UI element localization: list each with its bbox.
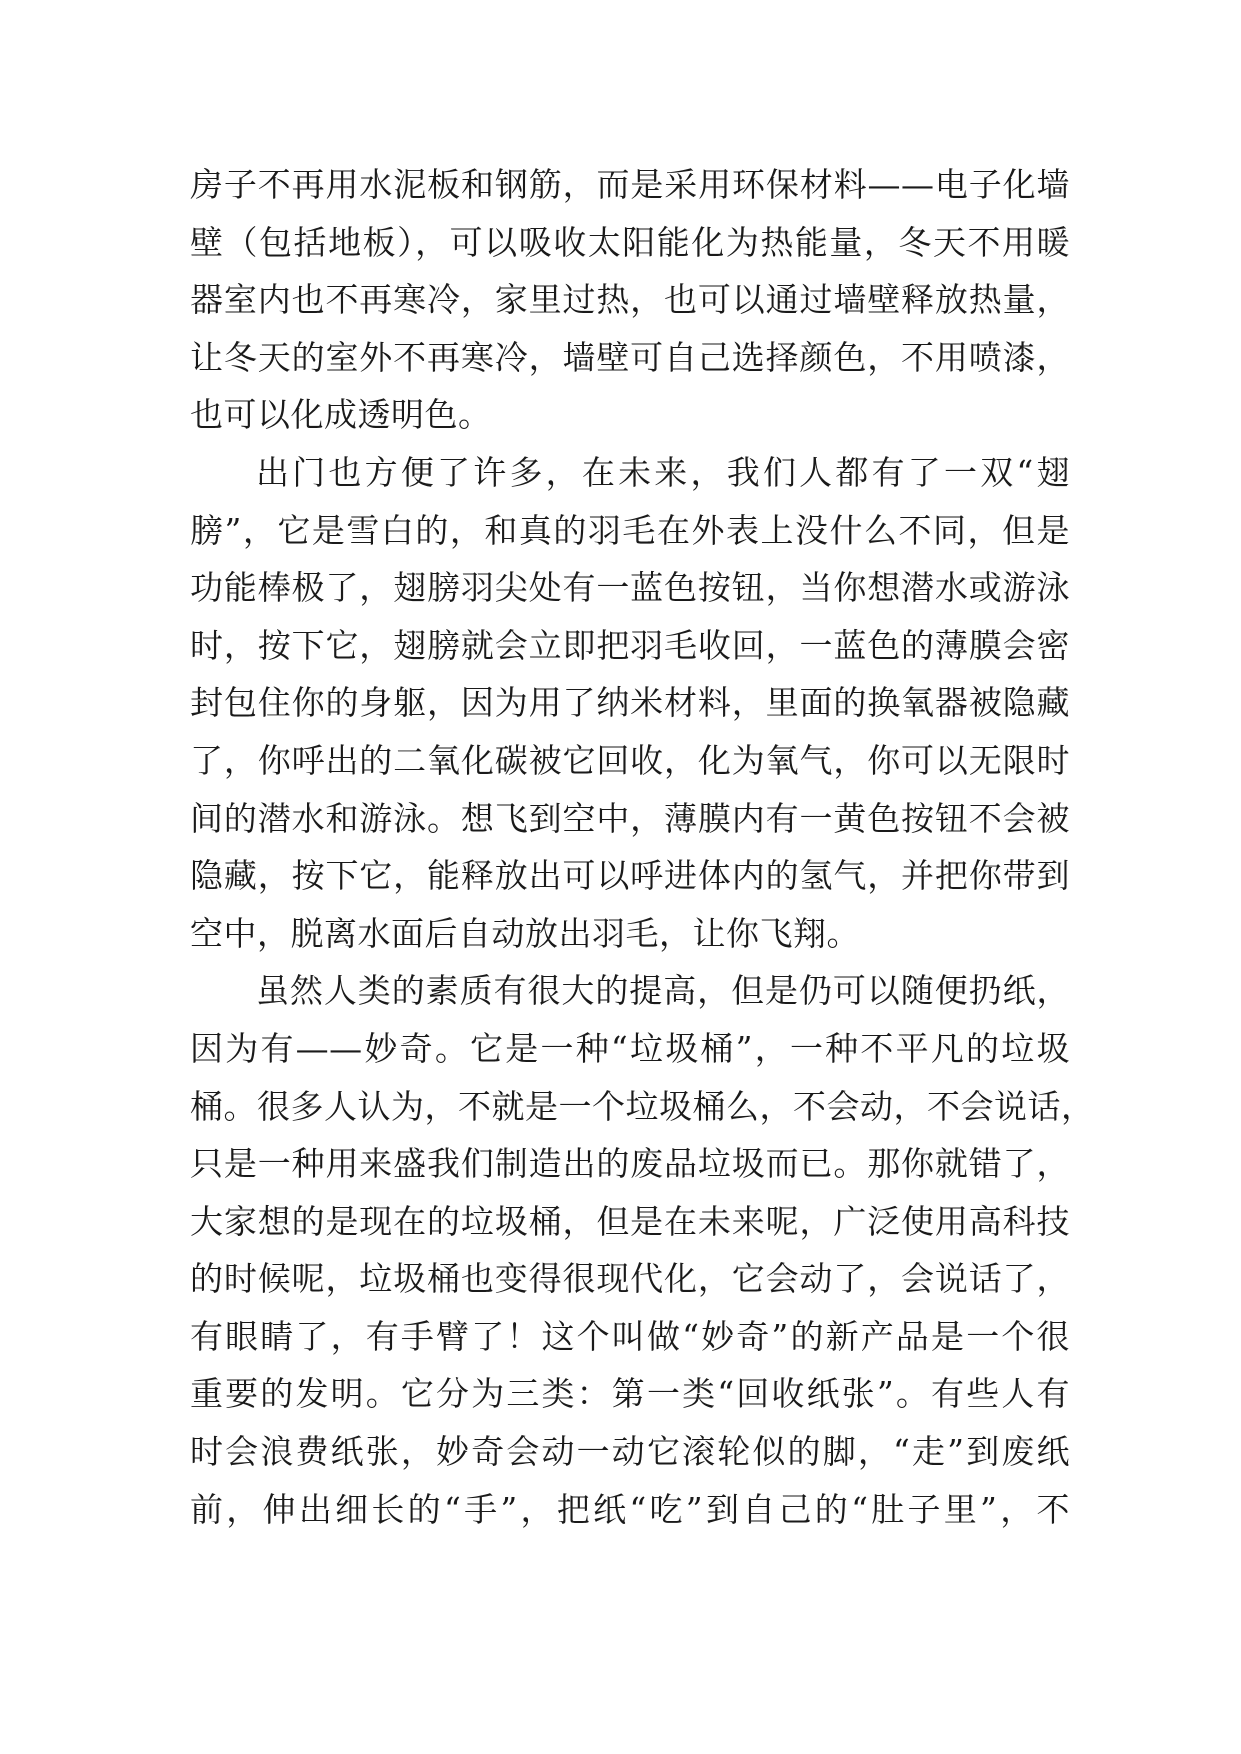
text-line: 前，伸出细长的“手”，把纸“吃”到自己的“肚子里”，不 xyxy=(190,1489,1070,1529)
text-line: 大家想的是现在的垃圾桶，但是在未来呢，广泛使用高科技 xyxy=(190,1201,1070,1241)
text-line: 因为有——妙奇。它是一种“垃圾桶”，一种不平凡的垃圾 xyxy=(190,1028,1070,1068)
text-line: 有眼睛了，有手臂了！这个叫做“妙奇”的新产品是一个很 xyxy=(190,1316,1070,1356)
text-line: 了，你呼出的二氧化碳被它回收，化为氧气，你可以无限时 xyxy=(190,740,1070,780)
text-line: 只是一种用来盛我们制造出的废品垃圾而已。那你就错了， xyxy=(190,1144,1070,1184)
text-line: 虽然人类的素质有很大的提高，但是仍可以随便扔纸， xyxy=(256,971,1070,1011)
text-line: 壁（包括地板），可以吸收太阳能化为热能量，冬天不用暖 xyxy=(190,222,1070,262)
text-line: 也可以化成透明色。 xyxy=(190,395,492,435)
text-line: 功能棒极了，翅膀羽尖处有一蓝色按钮，当你想潜水或游泳 xyxy=(190,568,1070,608)
text-line: 膀”，它是雪白的，和真的羽毛在外表上没什么不同，但是 xyxy=(190,510,1070,550)
text-line: 隐藏，按下它，能释放出可以呼进体内的氢气，并把你带到 xyxy=(190,856,1070,896)
text-line: 出门也方便了许多，在未来，我们人都有了一双“翅 xyxy=(256,452,1070,492)
document-page xyxy=(190,156,1095,1538)
text-line: 间的潜水和游泳。想飞到空中，薄膜内有一黄色按钮不会被 xyxy=(190,798,1070,838)
text-line: 封包住你的身躯，因为用了纳米材料，里面的换氧器被隐藏 xyxy=(190,683,1070,723)
text-line: 空中，脱离水面后自动放出羽毛，让你飞翔。 xyxy=(190,913,860,953)
text-line: 让冬天的室外不再寒冷，墙壁可自己选择颜色，不用喷漆， xyxy=(190,337,1070,377)
text-line: 桶。很多人认为，不就是一个垃圾桶么，不会动，不会说话， xyxy=(190,1086,1095,1126)
text-line: 时，按下它，翅膀就会立即把羽毛收回，一蓝色的薄膜会密 xyxy=(190,625,1070,665)
text-line: 重要的发明。它分为三类：第一类“回收纸张”。有些人有 xyxy=(190,1374,1070,1414)
text-line: 时会浪费纸张，妙奇会动一动它滚轮似的脚，“走”到废纸 xyxy=(190,1432,1070,1472)
text-line: 器室内也不再寒冷，家里过热，也可以通过墙壁释放热量， xyxy=(190,280,1070,320)
text-line: 房子不再用水泥板和钢筋，而是采用环保材料——电子化墙 xyxy=(190,165,1070,204)
text-line: 的时候呢，垃圾桶也变得很现代化，它会动了，会说话了， xyxy=(190,1259,1070,1299)
